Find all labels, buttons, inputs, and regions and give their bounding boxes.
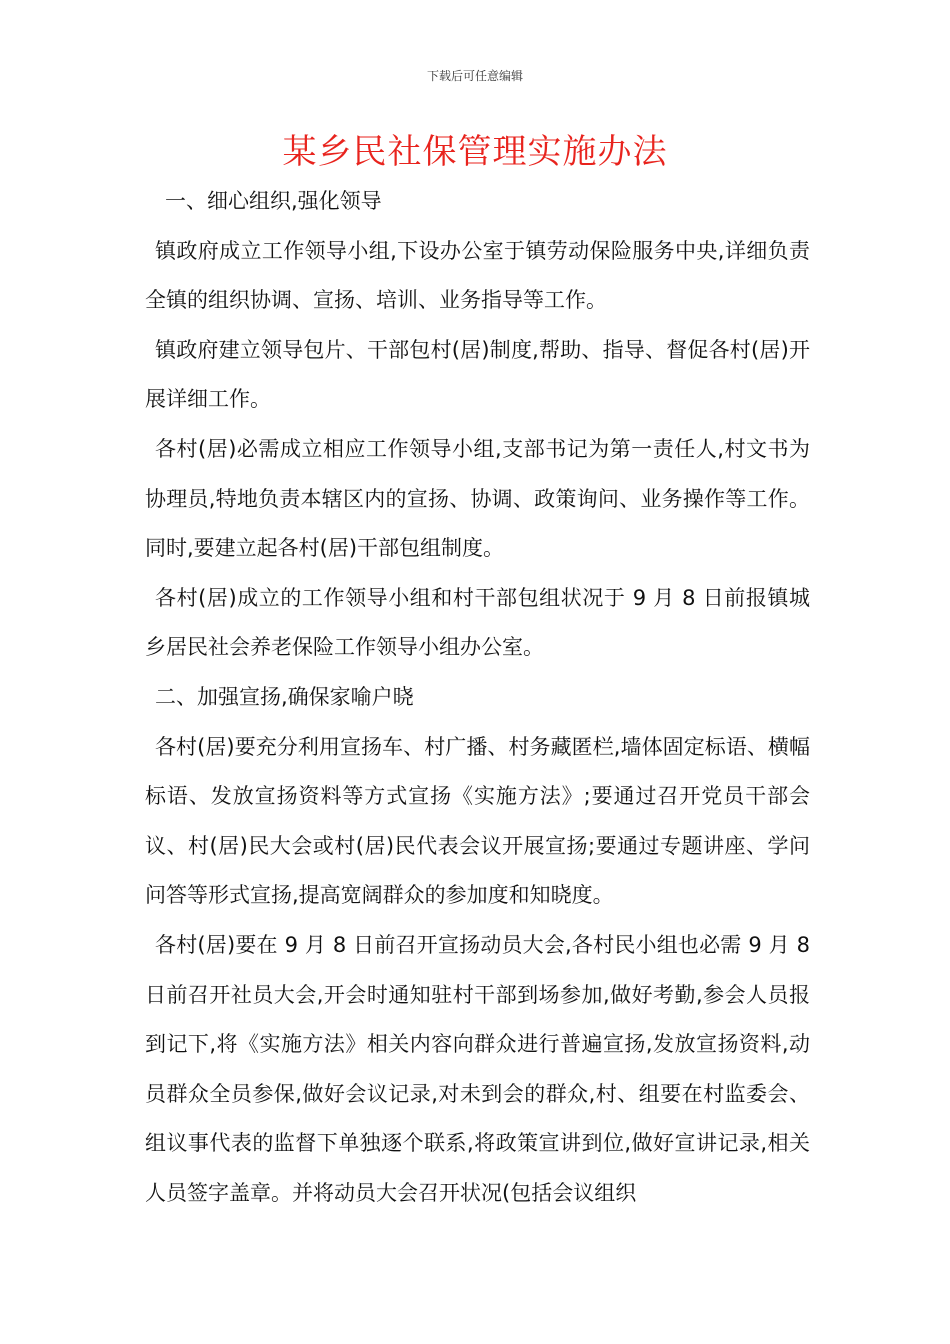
paragraph: 各村(居)要充分利用宣扬车、村广播、村务藏匿栏,墙体固定标语、横幅标语、发放宣扬资料等方式宣扬《实施方法》;要通过召开党员干部会议、村(居)民大会或村(居)民代表会议开展宣扬;要通过专题讲座、学问问答等形式宣扬,提高宽阔群众的参加度和知晓度。	[145, 734, 810, 908]
paragraph: 各村(居)成立的工作领导小组和村干部包组状况于 9 月 8 日前报镇城乡居民社会养老保险工作领导小组办公室。	[145, 585, 810, 660]
section-heading-1: 一、细心组织,强化领导	[165, 189, 382, 213]
header-note: 下载后可任意编辑	[426, 69, 523, 83]
paragraph: 镇政府成立工作领导小组,下设办公室于镇劳动保险服务中央,详细负责全镇的组织协调、宣扬、培训、业务指导等工作。	[145, 238, 810, 313]
paragraph: 镇政府建立领导包片、干部包村(居)制度,帮助、指导、督促各村(居)开展详细工作。	[145, 337, 810, 412]
paragraph: 各村(居)要在 9 月 8 日前召开宣扬动员大会,各村民小组也必需 9 月 8 日前召开社员大会,开会时通知驻村干部到场参加,做好考勤,参会人员报到记下,将《实施方法》相关内容向群众进行普遍宣扬,发放宣扬资料,动员群众全员参保,做好会议记录,对未到会的群众,村、组要在村监委会、组议事代表的监督下单独逐个联系,将政策宣讲到位,做好宣讲记录,相关人员签字盖章。并将动员大会召开状况(包括会议组织	[145, 932, 810, 1205]
document-body	[145, 177, 810, 1218]
section-heading-2: 二、加强宣扬,确保家喻户晓	[155, 684, 414, 709]
paragraph: 各村(居)必需成立相应工作领导小组,支部书记为第一责任人,村文书为协理员,特地负责本辖区内的宣扬、协调、政策询问、业务操作等工作。同时,要建立起各村(居)干部包组制度。	[145, 436, 810, 561]
document-title: 某乡民社保管理实施办法	[282, 132, 668, 172]
